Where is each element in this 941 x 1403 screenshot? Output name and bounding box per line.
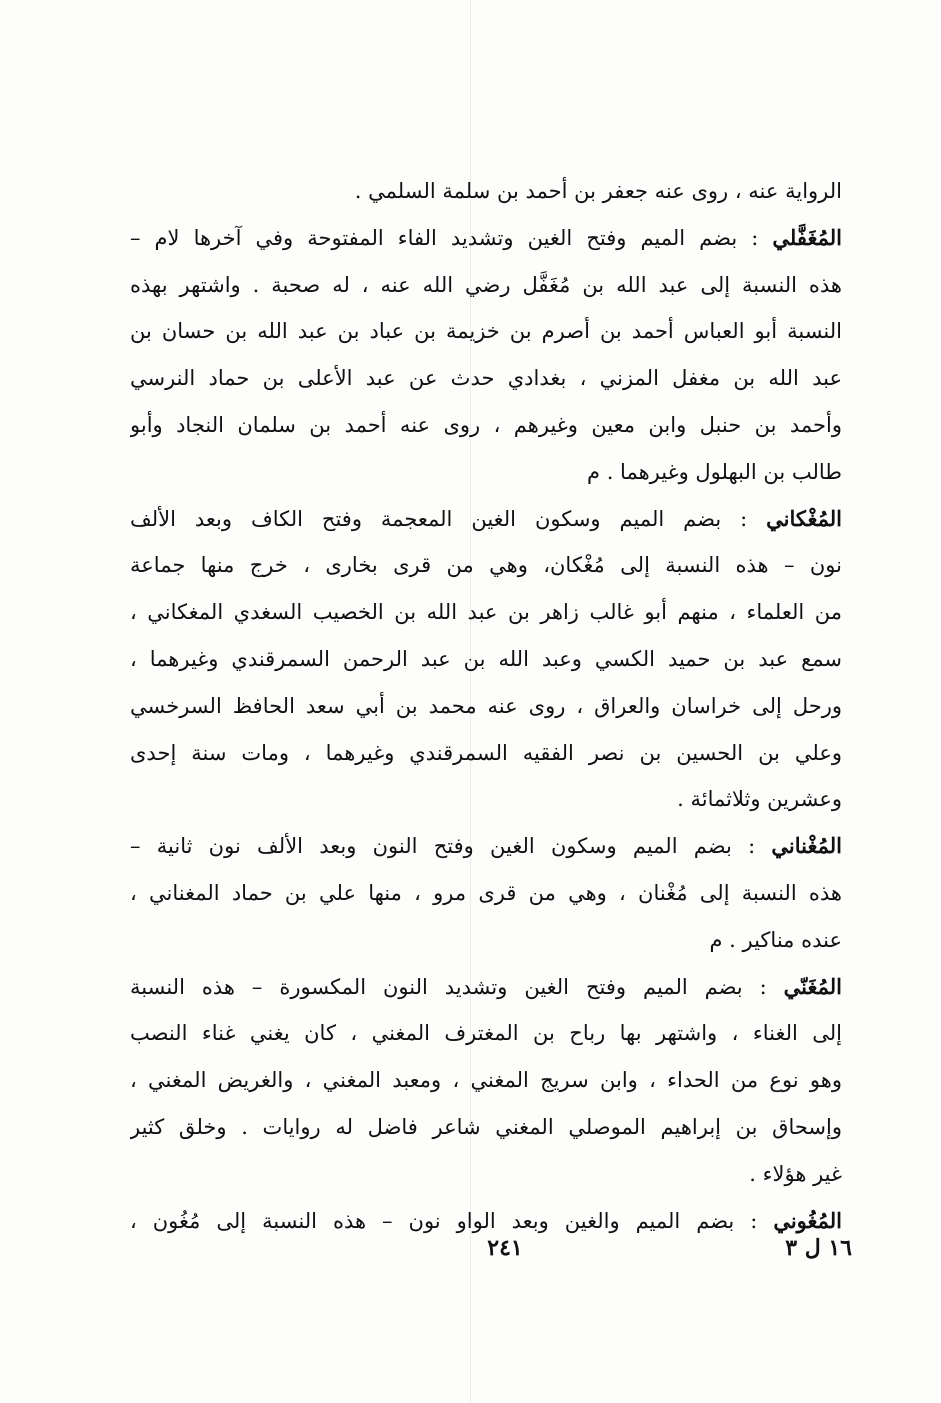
text-line [130, 449, 842, 496]
line-text: عنده مناكير . م [709, 927, 842, 952]
entry-heading: المُغَنّي [783, 973, 842, 999]
text-line [130, 683, 842, 730]
line-text: : بضم الميم وفتح الغين وتشديد النون المكسورة – هذه النسبة [130, 974, 784, 999]
text-line [130, 589, 842, 636]
text-line [130, 917, 842, 964]
line-text: إلى الغناء ، واشتهر بها رباح بن المغترف المغني ، كان يغني غناء النصب [130, 1021, 842, 1046]
entry-first-line [130, 823, 842, 870]
text-line [130, 542, 842, 589]
entry-heading: المُغُوني [773, 1207, 842, 1233]
text-line [130, 355, 842, 402]
text-line [130, 1151, 842, 1198]
entry-heading: المُغْكاني [766, 505, 842, 531]
line-text: : بضم الميم والغين وبعد الواو نون – هذه النسبة إلى مُغُون ، [130, 1208, 774, 1233]
text-line [130, 870, 842, 917]
text-line [130, 1057, 842, 1104]
entry-heading: المُغَفَّلي [772, 224, 842, 250]
line-text: عبد الله بن مغفل المزني ، بغدادي حدث عن عبد الأعلى بن حماد النرسي [130, 366, 842, 391]
line-text: : بضم الميم وسكون الغين المعجمة وفتح الكاف وبعد الألف [130, 506, 767, 531]
text-line [130, 308, 842, 355]
line-text: من العلماء ، منهم أبو غالب زاهر بن عبد الله بن الخصيب السغدي المغكاني ، [130, 600, 842, 625]
line-text: غير هؤلاء . [749, 1161, 842, 1186]
line-text: وهو نوع من الحداء ، وابن سريج المغني ، ومعبد المغني ، والغريض المغني ، [130, 1068, 842, 1093]
text-line [130, 1010, 842, 1057]
line-text: النسبة أبو العباس أحمد بن أصرم بن خزيمة بن عباد بن عبد الله بن حسان بن [130, 319, 842, 344]
text-line [130, 636, 842, 683]
text-line [130, 168, 842, 215]
page-number: ٢٤١ [487, 1235, 523, 1261]
line-text: : بضم الميم وفتح الغين وتشديد الفاء المفتوحة وفي آخرها لام – [130, 225, 773, 250]
line-text: وإسحاق بن إبراهيم الموصلي المغني شاعر فاضل له روايات . وخلق كثير [130, 1114, 842, 1139]
line-text: هذه النسبة إلى مُغْنان ، وهي من قرى مرو ، منها علي بن حماد المغناني ، [130, 880, 842, 905]
line-text: ورحل إلى خراسان والعراق ، روى عنه محمد بن أبي سعد الحافظ السرخسي [130, 693, 842, 718]
line-text: نون – هذه النسبة إلى مُغْكان، وهي من قرى بخارى ، خرج منها جماعة [130, 553, 842, 578]
line-text: سمع عبد بن حميد الكسي وعبد الله بن عبد الرحمن السمرقندي وغيرهما ، [130, 646, 842, 671]
text-line [130, 730, 842, 777]
line-text: وعلي بن الحسين بن نصر الفقيه السمرقندي وغيرهما ، ومات سنة إحدى [130, 740, 842, 765]
text-line [130, 262, 842, 309]
entry-first-line [130, 215, 842, 262]
line-text: وأحمد بن حنبل وابن معين وغيرهم ، روى عنه أحمد بن سلمان النجاد وأبو [130, 412, 842, 437]
line-text: وعشرين وثلاثمائة . [677, 787, 842, 812]
line-text: الرواية عنه ، روى عنه جعفر بن أحمد بن سلمة السلمي . [354, 179, 842, 203]
text-line [130, 402, 842, 449]
entry-heading: المُغْناني [771, 833, 842, 859]
line-text: هذه النسبة إلى عبد الله بن مُغَفَّل رضي الله عنه ، له صحبة . واشتهر بهذه [130, 272, 842, 297]
body-text [130, 168, 842, 1244]
signature-mark: ١٦ ل ٣ [785, 1235, 852, 1261]
line-text: : بضم الميم وسكون الغين وفتح النون وبعد الألف نون ثانية – [130, 834, 772, 859]
line-text: طالب بن البهلول وغيرهما . م [587, 459, 842, 484]
entry-first-line [130, 964, 842, 1011]
entry-first-line [130, 496, 842, 543]
text-line [130, 1104, 842, 1151]
text-line [130, 776, 842, 823]
